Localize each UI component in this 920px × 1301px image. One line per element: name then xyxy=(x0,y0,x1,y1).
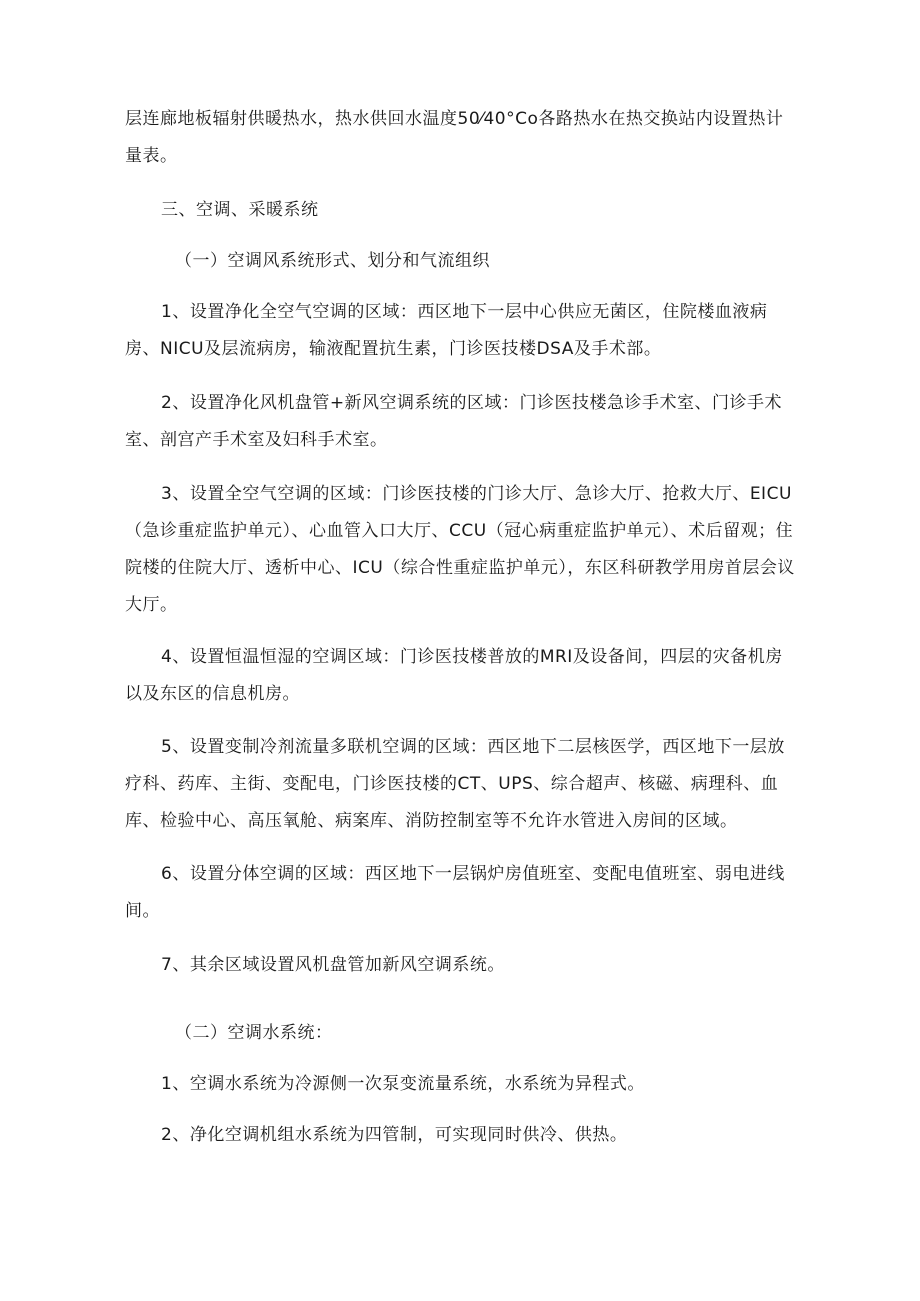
subsection-heading-air-system: （一）空调风系统形式、划分和气流组织 xyxy=(175,251,490,271)
paragraph-heating-water: 层连廊地板辐射供暖热水，热水供回水温度50⁄40°Co各路热水在热交换站内设置热计量表。 xyxy=(125,109,784,166)
list-item-split-ac: 6、设置分体空调的区域：西区地下一层锅炉房值班室、变配电值班室、弱电进线间。 xyxy=(125,864,785,921)
list-item-constant-temp-humidity: 4、设置恒温恒湿的空调区域：门诊医技楼普放的MRI及设备间，四层的灾备机房以及东区的信息机房。 xyxy=(125,647,783,704)
list-item-clean-full-air: 1、设置净化全空气空调的区域：西区地下一层中心供应无菌区，住院楼血液病房、NICU及层流病房，输液配置抗生素，门诊医技楼DSA及手术部。 xyxy=(125,302,768,359)
list-item-other-areas: 7、其余区域设置风机盘管加新风空调系统。 xyxy=(161,955,505,975)
list-item-four-pipe-system: 2、净化空调机组水系统为四管制，可实现同时供冷、供热。 xyxy=(161,1125,628,1145)
subsection-heading-water-system: （二）空调水系统： xyxy=(175,1023,333,1043)
list-item-full-air: 3、设置全空气空调的区域：门诊医技楼的门诊大厅、急诊大厅、抢救大厅、EICU（急诊重症监护单元）、心血管入口大厅、CCU（冠心病重症监护单元）、术后留观；住院楼的住院大厅、透析中心、ICU（综合性重症监护单元），东区科研教学用房首层会议大厅。 xyxy=(125,484,795,615)
list-item-clean-fan-coil: 2、设置净化风机盘管+新风空调系统的区域：门诊医技楼急诊手术室、门诊手术室、剖宫产手术室及妇科手术室。 xyxy=(125,393,783,450)
section-heading-hvac: 三、空调、采暖系统 xyxy=(161,200,319,220)
list-item-water-system-primary-pump: 1、空调水系统为冷源侧一次泵变流量系统，水系统为异程式。 xyxy=(161,1074,645,1094)
list-item-vrf: 5、设置变制冷剂流量多联机空调的区域：西区地下二层核医学，西区地下一层放疗科、药库、主街、变配电，门诊医技楼的CT、UPS、综合超声、核磁、病理科、血库、检验中心、高压氧舱、病案库、消防控制室等不允许水管进入房间的区域。 xyxy=(125,737,785,831)
